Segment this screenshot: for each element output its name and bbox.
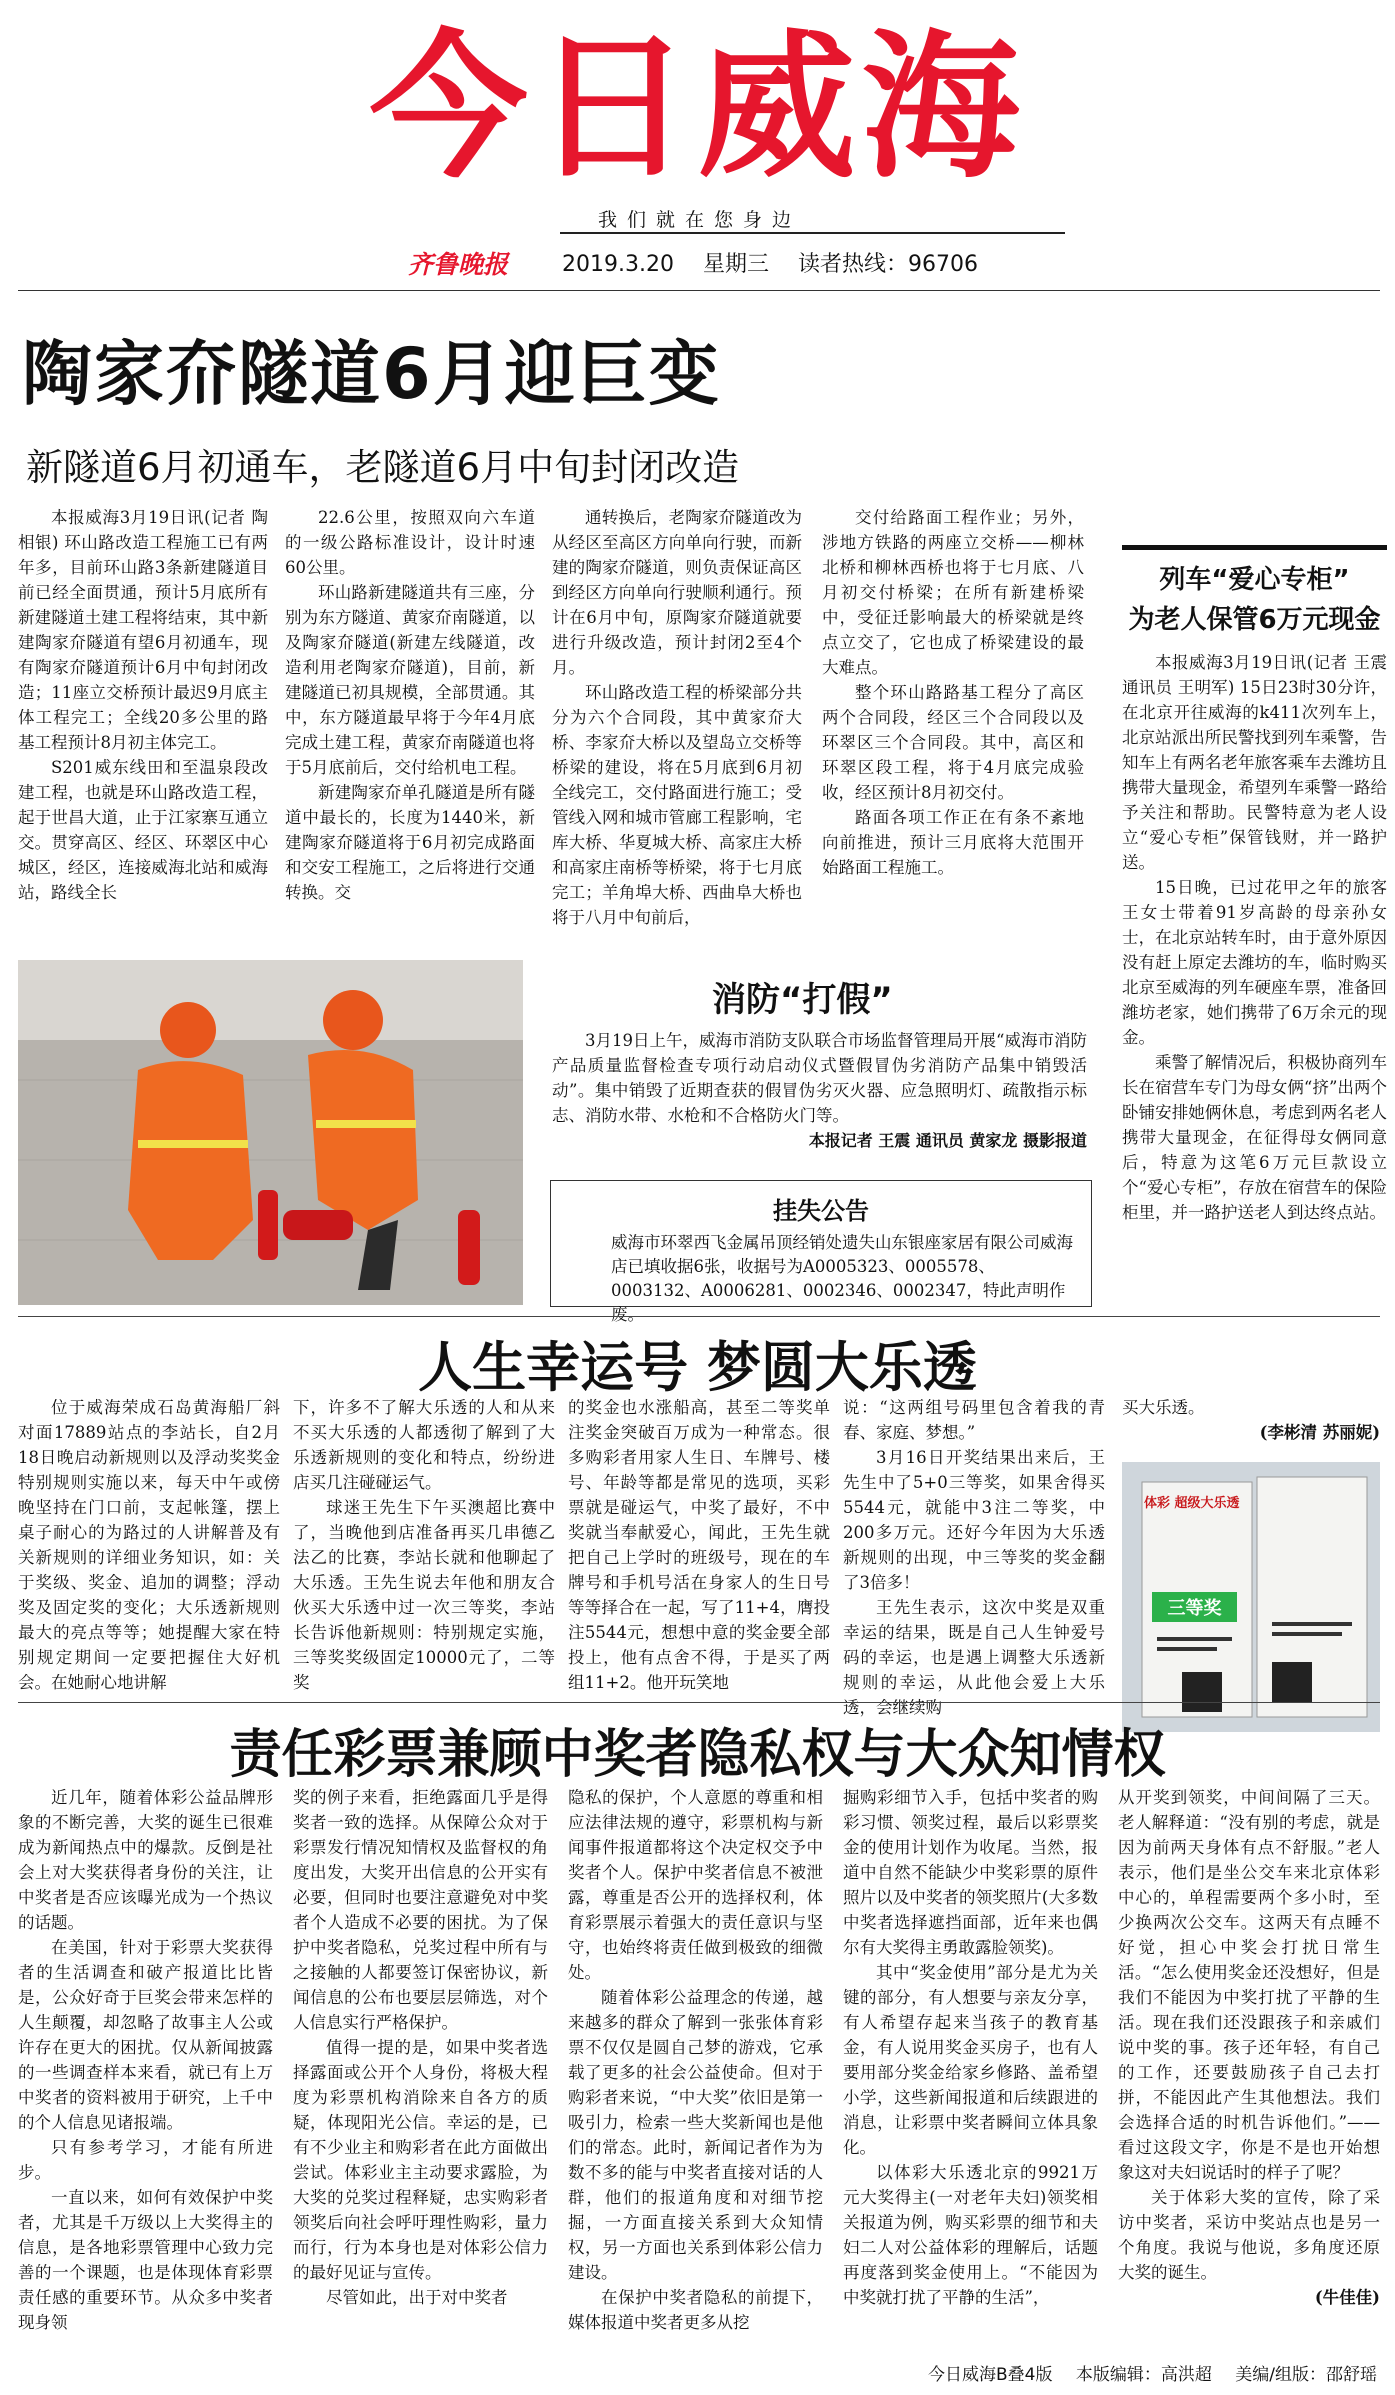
lead-headline: 陶家夼隧道6月迎巨变 [22,333,721,415]
paragraph: 隐私的保护，个人意愿的尊重和相应法律法规的遵守，彩票机构与新闻事件报道都将这个决定权交予中奖者个人。保护中奖者信息不被泄露，尊重是否公开的选择权利，体育彩票展示着强大的责任意识与坚守，也始终将责任做到极致的细微处。 [568,1788,823,1982]
divider [1122,545,1387,550]
paragraph: 3月19日上午，威海市消防支队联合市场监督管理局开展“威海市消防产品质量监督检查专项行动启动仪式暨假冒伪劣消防产品集中销毁活动”。集中销毁了近期查获的假冒伪劣灭火器、应急照明灯、疏散指示标志、消防水带、水枪和不合格防火门等。 [552,1031,1087,1125]
paragraph: 交付给路面工程作业；另外，涉地方铁路的两座立交桥——柳林北桥和柳林西桥也将于七月底、八月初交付桥梁；在所有新建桥梁中，受征迁影响最大的桥梁就是终点立交了，它也成了桥梁建设的最大难点。 [822,508,1084,677]
page-number: 今日威海B叠4版 [927,2365,1053,2385]
paragraph: 路面各项工作正在有条不紊地向前推进，预计三月底将大范围开始路面工程施工。 [822,808,1084,877]
firefighter-photo [18,960,523,1305]
lead-subheadline: 新隧道6月初通车，老隧道6月中旬封闭改造 [26,446,740,489]
paragraph: 只有参考学习，才能有所进步。 [18,2138,273,2182]
paragraph: 22.6公里，按照双向六车道的一级公路标准设计，设计时速60公里。 [285,508,535,577]
sidebar-title-line: 为老人保管6万元现金 [1128,605,1381,635]
paragraph: 本报威海3月19日讯(记者 王震 通讯员 王明军) 15日23时30分许，在北京开往威海的k411次列车上，北京站派出所民警找到列车乘警，告知车上有两名老年旅客乘车去潍坊且携带大量现金，希望列车乘警一路给予关注和帮助。民警特意为老人设立“爱心专柜”保管钱财，并一路护送。 [1122,653,1387,872]
lead-column-1 [18,505,268,945]
paragraph: 其中“奖金使用”部分是尤为关键的部分，有人想要与亲友分享，有人希望存起来当孩子的教育基金，有人说用奖金买房子，也有人要用部分奖金给家乡修路、盖希望小学，这些新闻报道和后续跟进的消息，让彩票中奖者瞬间立体具象化。 [843,1963,1098,2157]
prize-badge: 三等奖 [1167,1598,1222,1619]
designer-credit: 美编/组版：邵舒瑶 [1235,2365,1377,2385]
paragraph: 尽管如此，出于对中奖者 [326,2288,508,2307]
lottery-column-2 [293,1395,555,1695]
notice-title: 挂失公告 [773,1197,869,1225]
privacy-column-3 [568,1785,823,2355]
paragraph: 的奖金也水涨船高，甚至二等奖单注奖金突破百万成为一种常态。很多购彩者用家人生日、车牌号、楼号、年龄等都是常见的选项，买彩票就是碰运气，中奖了最好，不中奖就当奉献爱心，闻此，王先生就把自己上学时的班级号，现在的车牌号和手机号活在身家人的生日号等等择合在一起，写了11+4，膺投注5544元，想想中意的奖金要全部投上，他有点舍不得，于是买了两组11+2。他开玩笑地 [568,1398,830,1692]
paragraph: 通转换后，老陶家夼隧道改为从经区至高区方向单向行驶，而新建的陶家夼隧道，则负责保证高区到经区方向单向行驶顺利通行。预计在6月中旬，原陶家夼隧道就要进行升级改造，预计封闭2至4个月。 [552,508,802,677]
issue-info [562,247,1000,278]
sidebar-text [1122,650,1387,1295]
paragraph: 位于威海荣成石岛黄海船厂斜对面17889站点的李站长，自2月18日晚启动新规则以及浮动奖奖金特别规则实施以来，每天中午或傍晚坚持在门口前，支起帐篷，摆上桌子耐心的为路过的人讲解普及有关新规则的详细业务知识，如：关于奖级、奖金、追加的调整；浮动奖及固定奖的变化；大乐透新规则最大的亮点等等；她提醒大家在特别规定期间一定要把握住大好机会。在她耐心地讲解 [18,1398,280,1692]
privacy-column-1 [18,1785,273,2355]
paragraph: 整个环山路路基工程分了高区两个合同段，经区三个合同段以及环翠区三个合同段。其中，高区和环翠区段工程，将于4月底完成验收，经区预计8月初交付。 [822,683,1084,802]
paragraph: 在美国，针对于彩票大奖获得者的生活调查和破产报道比比皆是，公众好奇于巨奖会带来怎样的人生颠覆，却忽略了故事主人公或许存在更大的困扰。仅从新闻披露的一些调查样本来看，就已有上万中奖者的资料被用于研究，上千中的个人信息见诸报端。 [18,1938,273,2132]
paragraph: 从开奖到领奖，中间间隔了三天。老人解释道：“没有别的考虑，就是因为前两天身体有点不舒服。”老人表示，他们是坐公交车来北京体彩中心的，单程需要两个多小时，至少换两次公交车。这两天有点睡不好觉，担心中奖会打扰日常生活。“怎么使用奖金还没想好，但是我们不能因为中奖打扰了平静的生活。现在我们还没跟孩子和亲戚们说中奖的事。孩子还年轻，有自己的工作，还要鼓励孩子自己去打拼，不能因此产生其他想法。我们会选择合适的时机告诉他们。”——看过这段文字，你是不是也开始想象这对夫妇说话时的样子了呢？ [1118,1788,1380,2182]
divider [18,290,1380,291]
privacy-column-5 [1118,1785,1380,2355]
byline: (牛佳佳) [1314,2288,1380,2307]
sidebar-title-line: 列车“爱心专柜” [1159,565,1350,595]
divider [18,1316,1380,1317]
paragraph: 近几年，随着体彩公益品牌形象的不断完善，大奖的诞生已很难成为新闻热点中的爆款。反倒是社会上对大奖获得者身份的关注，让中奖者是否应该曝光成为一个热议的话题。 [18,1788,273,1932]
info-bar [0,245,1395,285]
notice-text: 威海市环翠西飞金属吊顶经销处遗失山东银座家居有限公司威海店已填收据6张，收据号为A0005323、0005578、0003132、A0006281、0002346、0002347，特此声明作废。 [611,1233,1073,1324]
paragraph: 本报威海3月19日讯(记者 陶相银) 环山路改造工程施工已有两年多，目前环山路3条新建隧道目前已经全面贯通，预计5月底所有新建隧道土建工程将结束，其中新建陶家夼隧道有望6月初通车，现有陶家夼隧道预计6月中旬封闭改造；11座立交桥预计最迟9月底主体工程完工；全线20多公里的路基工程预计8月初主体完工。 [18,508,268,752]
divider [560,232,1065,234]
paragraph: 买大乐透。 [1122,1398,1205,1417]
issue-weekday: 星期三 [702,252,769,277]
lost-notice [550,1180,1092,1324]
paragraph: 一直以来，如何有效保护中奖者，尤其是千万级以上大奖得主的信息，是各地彩票管理中心致力完善的一个课题，也是体现体育彩票责任感的重要环节。从众多中奖者现身领 [18,2188,273,2332]
paragraph: 关于体彩大奖的宣传，除了采访中奖者，采访中奖站点也是另一个角度。我说与他说，多角度还原大奖的诞生。 [1118,2188,1380,2282]
paragraph: 新建陶家夼单孔隧道是所有隧道中最长的，长度为1440米，新建陶家夼隧道将于6月初完成路面和交安工程施工，之后将进行交通转换。交 [285,783,535,902]
lead-column-3 [552,505,802,945]
lead-column-2 [285,505,535,945]
fire-story-title: 消防“打假” [712,980,893,1020]
slogan: 我们就在您身边 [598,209,802,231]
paragraph: 奖的例子来看，拒绝露面几乎是得奖者一致的选择。从保障公众对于彩票发行情况知情权及监督权的角度出发，大奖开出信息的公开实有必要，但同时也要注意避免对中奖者个人造成不必要的困扰。为了保护中奖者隐私，兑奖过程中所有与之接触的人都要签订保密协议，新闻信息的公布也要层层筛选，对个人信息实行严格保护。 [293,1788,548,2032]
privacy-headline: 责任彩票兼顾中奖者隐私权与大众知情权 [229,1725,1166,1785]
editor-credit: 本版编辑：高洪超 [1075,2365,1212,2385]
sidebar-title [1122,560,1387,640]
paragraph: 掘购彩细节入手，包括中奖者的购彩习惯、领奖过程，最后以彩票奖金的使用计划作为收尾。当然，报道中自然不能缺少中奖彩票的原件照片以及中奖者的领奖照片(大多数中奖者选择遮挡面部，近年来也偶尔有大奖得主勇敢露脸领奖)。 [843,1788,1098,1957]
lottery-column-1 [18,1395,280,1695]
lottery-headline: 人生幸运号 梦圆大乐透 [418,1336,977,1399]
photo-credit: 本报记者 王震 通讯员 黄家龙 摄影报道 [808,1131,1087,1150]
lottery-ticket-photo [1122,1462,1380,1732]
paragraph: S201威东线田和至温泉段改建工程，也就是环山路改造工程，起于世昌大道，止于江家寨互通立交。贯穿高区、经区、环翠区中心城区，经区，连接威海北站和威海站，路线全长 [18,758,268,902]
paragraph: 值得一提的是，如果中奖者选择露面或公开个人身份，将极大程度为彩票机构消除来自各方的质疑，体现阳光公信。幸运的是，已有不少业主和购彩者在此方面做出尝试。体彩业主主动要求露脸，为大奖的兑奖过程释疑，忠实购彩者领奖后向社会呼吁理性购彩，量力而行，行为本身也是对体彩公信力的最好见证与宣传。 [293,2038,548,2282]
paragraph: 以体彩大乐透北京的9921万元大奖得主(一对老年夫妇)领奖相关报道为例，购买彩票的细节和夫妇二人对公益体彩的理解后，话题再度落到奖金使用上。“不能因为中奖就打扰了平静的生活”， [843,2163,1098,2307]
lead-column-4 [822,505,1084,945]
paragraph: 下，许多不了解大乐透的人和从来不买大乐透的人都透彻了解到了大乐透新规则的变化和特点，纷纷进店买几注碰碰运气。 [293,1398,555,1492]
page-footer [910,2360,1377,2385]
paragraph: 王先生表示，这次中奖是双重幸运的结果，既是自己人生钟爱号码的幸运，也是遇上调整大乐透新规则的幸运，从此他会爱上大乐透，会继续购 [843,1598,1105,1717]
paragraph: 环山路改造工程的桥梁部分共分为六个合同段，其中黄家夼大桥、李家夼大桥以及望岛立交桥等桥梁的建设，将在5月底到6月初全线完工，交付路面进行施工；受管线入网和城市管廊工程影响，宅库大桥、华夏城大桥、高家庄大桥和高家庄南桥等桥梁，将于七月底完工；羊角埠大桥、西曲阜大桥也将于八月中旬前后， [552,683,802,927]
byline: (李彬清 苏丽妮) [1259,1423,1380,1442]
paragraph: 环山路新建隧道共有三座，分别为东方隧道、黄家夼南隧道，以及陶家夼隧道(新建左线隧道，改造利用老陶家夼隧道)，目前，新建隧道已初具规模，全部贯通。其中，东方隧道最早将于今年4月底完成土建工程，黄家夼南隧道也将于5月底前后，交付给机电工程。 [285,583,535,777]
privacy-column-4 [843,1785,1098,2355]
fire-story-text [552,1028,1087,1158]
divider [18,1702,1380,1703]
paragraph: 在保护中奖者隐私的前提下，媒体报道中奖者更多从挖 [568,2288,823,2332]
paper-logo: 齐鲁晚报 [408,250,509,279]
paragraph: 乘警了解情况后，积极协商列车长在宿营车专门为母女俩“挤”出两个卧铺安排她俩休息，考虑到两名老人携带大量现金，在征得母女俩同意后，特意为这笔6万元巨款设立个“爱心专柜”，存放在宿营车的保险柜里，并一路护送老人到达终点站。 [1122,1053,1387,1222]
lottery-column-5 [1122,1395,1380,1455]
hotline: 读者热线：96706 [797,252,978,277]
lottery-column-4 [843,1395,1105,1717]
paragraph: 15日晚，已过花甲之年的旅客王女士带着91岁高龄的母亲孙女士，在北京站转车时，由于意外原因没有赶上原定去潍坊的车，临时购买北京至威海的列车硬座车票，准备回潍坊老家，她们携带了6万余元的现金。 [1122,878,1387,1047]
paragraph: 球迷王先生下午买澳超比赛中了，当晚他到店准备再买几串德乙法乙的比赛，李站长就和他聊起了大乐透。王先生说去年他和朋友合伙买大乐透中过一次三等奖，李站长告诉他新规则：特别规定实施，三等奖奖级固定10000元了，二等奖 [293,1498,555,1692]
paragraph: 说：“这两组号码里包含着我的青春、家庭、梦想。” [843,1398,1105,1442]
ticket-label: 体彩 超级大乐透 [1144,1496,1240,1511]
paragraph: 3月16日开奖结果出来后，王先生中了5+0三等奖，如果舍得买5544元，就能中3注二等奖，中200多万元。还好今年因为大乐透新规则的出现，中三等奖的奖金翻了3倍多！ [843,1448,1105,1592]
masthead [0,0,1395,245]
logo: 今日威海 [369,16,1026,200]
paragraph: 随着体彩公益理念的传递，越来越多的群众了解到一张张体育彩票不仅仅是圆自己梦的游戏，它承载了更多的社会公益使命。但对于购彩者来说，“中大奖”依旧是第一吸引力，检索一些大奖新闻也是他们的常态。此时，新闻记者作为为数不多的能与中奖者直接对话的人群，他们的报道角度和对细节挖掘，一方面直接关系到大众知情权，另一方面也关系到体彩公信力建设。 [568,1988,823,2282]
lottery-column-3 [568,1395,830,1695]
privacy-column-2 [293,1785,548,2355]
issue-date: 2019.3.20 [562,252,674,277]
